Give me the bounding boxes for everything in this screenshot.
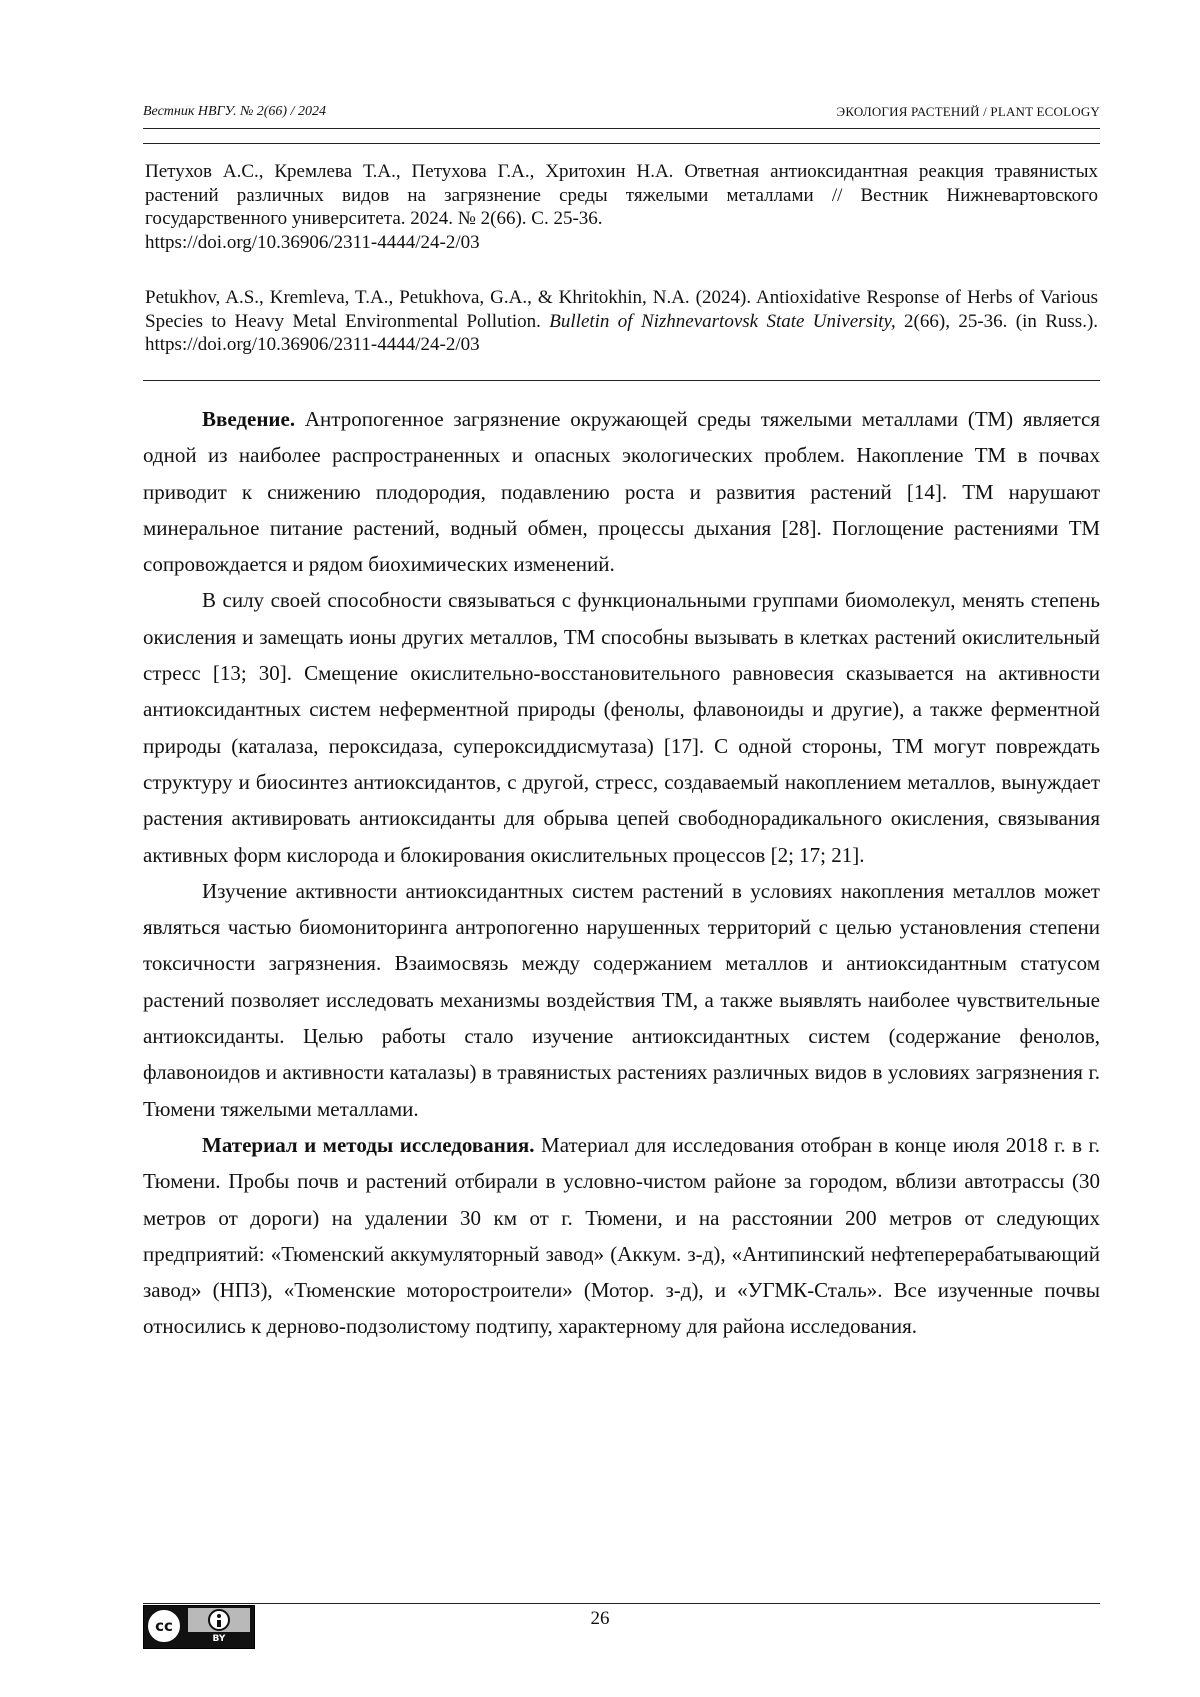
section-header: ЭКОЛОГИЯ РАСТЕНИЙ / PLANT ECOLOGY (836, 104, 1100, 119)
citation-russian (145, 160, 1098, 254)
citation-english-authors-title: Petukhov, A.S., Kremleva, T.A., Petukhova, G.A., & Khritokhin, N.A. (2024). Antioxidative Response of Herbs of Various Species to Heavy Metal Environmental Pollution. (145, 287, 1098, 332)
methods-heading: Материал и методы исследования. (202, 1132, 535, 1157)
paragraph-methods (143, 1127, 1100, 1345)
citation-english-issue: 2(66), 25-36. (in Russ.). https://doi.org/10.36906/2311-4444/24-2/03 (145, 310, 1099, 355)
paragraph-1-text: Антропогенное загрязнение окружающей среды тяжелыми металлами (ТМ) является одной из наиболее распространенных и опасных экологических проблем. Накопление ТМ в почвах приводит к снижению плодородия, подавлению роста и развития растений [14]. ТМ нарушают минеральное питание растений, водный обмен, процессы дыхания [28]. Поглощение растениями ТМ сопровождается и рядом биохимических изменений. (143, 407, 1101, 577)
citation-english (145, 286, 1098, 357)
article-body (143, 401, 1100, 1345)
cc-icon: cc (146, 1608, 182, 1644)
citation-english-journal: Bulletin of Nizhnevartovsk State University, (549, 310, 896, 332)
citation-separator (143, 380, 1100, 381)
introduction-heading: Введение. (202, 407, 296, 431)
journal-header: Вестник НВГУ. № 2(66) / 2024 (143, 104, 326, 119)
page-number: 26 (590, 1608, 610, 1629)
paragraph-2: В силу своей способности связываться с функциональными группами биомолекул, менять степень окисления и замещать ионы других металлов, ТМ способны вызывать в клетках растений окислительный стресс [13; 30]. Смещение окислительно-восстановительного равновесия сказывается на активности антиоксидантных систем неферментной природы (фенолы, флавоноиды и другие), а также ферментной природы (каталаза, пероксидаза, супероксиддисмутаза) [17]. С одной стороны, ТМ могут повреждать структуру и биосинтез антиоксидантов, с другой, стресс, создаваемый накоплением металлов, вынуждает растения активировать антиоксиданты для обрыва цепей свободнорадикального окисления, связывания активных форм кислорода и блокирования окислительных процессов [2; 17; 21]. (143, 588, 1100, 867)
paragraph-3: Изучение активности антиоксидантных систем растений в условиях накопления металлов может являться частью биомониторинга антропогенно нарушенных территорий с целью установления степени токсичности загрязнения. Взаимосвязь между содержанием металлов и антиоксидантным статусом растений позволяет исследовать механизмы воздействия ТМ, а также выявлять наиболее чувствительные антиоксиданты. Целью работы стало изучение антиоксидантных систем (содержание фенолов, флавоноидов и активности каталазы) в травянистых растениях различных видов в условиях загрязнения г. Тюмени тяжелыми металлами. (143, 878, 1100, 1121)
paragraph-introduction (143, 401, 1100, 582)
citation-russian-text: Петухов А.С., Кремлева Т.А., Петухова Г.А., Хритохин Н.А. Ответная антиоксидантная реакция травянистых растений различных видов на загрязнение среды тяжелыми металлами // Вестник Нижневартовского государственного университета. 2024. № 2(66). С. 25-36. (145, 161, 1098, 229)
footer-rule (143, 1603, 1100, 1604)
paragraph-4-text: Материал для исследования отобран в конце июля 2018 г. в г. Тюмени. Пробы почв и растений отбирали в условно-чистом районе за городом, вблизи автотрассы (30 метров от дороги) на удалении 30 км от г. Тюмени, и на расстоянии 200 метров от следующих предприятий: «Тюменский аккумуляторный завод» (Аккум. з-д), «Антипинский нефтеперерабатывающий завод» (НПЗ), «Тюменские моторостроители» (Мотор. з-д), и «УГМК-Сталь». Все изученные почвы относились к дерново-подзолистому подтипу, характерному для района исследования. (143, 1132, 1101, 1339)
by-label: BY (212, 1634, 226, 1644)
header-rule-bottom (143, 143, 1100, 144)
header-rule-top (143, 128, 1100, 129)
citation-russian-doi[interactable]: https://doi.org/10.36906/2311-4444/24-2/03 (145, 231, 480, 253)
